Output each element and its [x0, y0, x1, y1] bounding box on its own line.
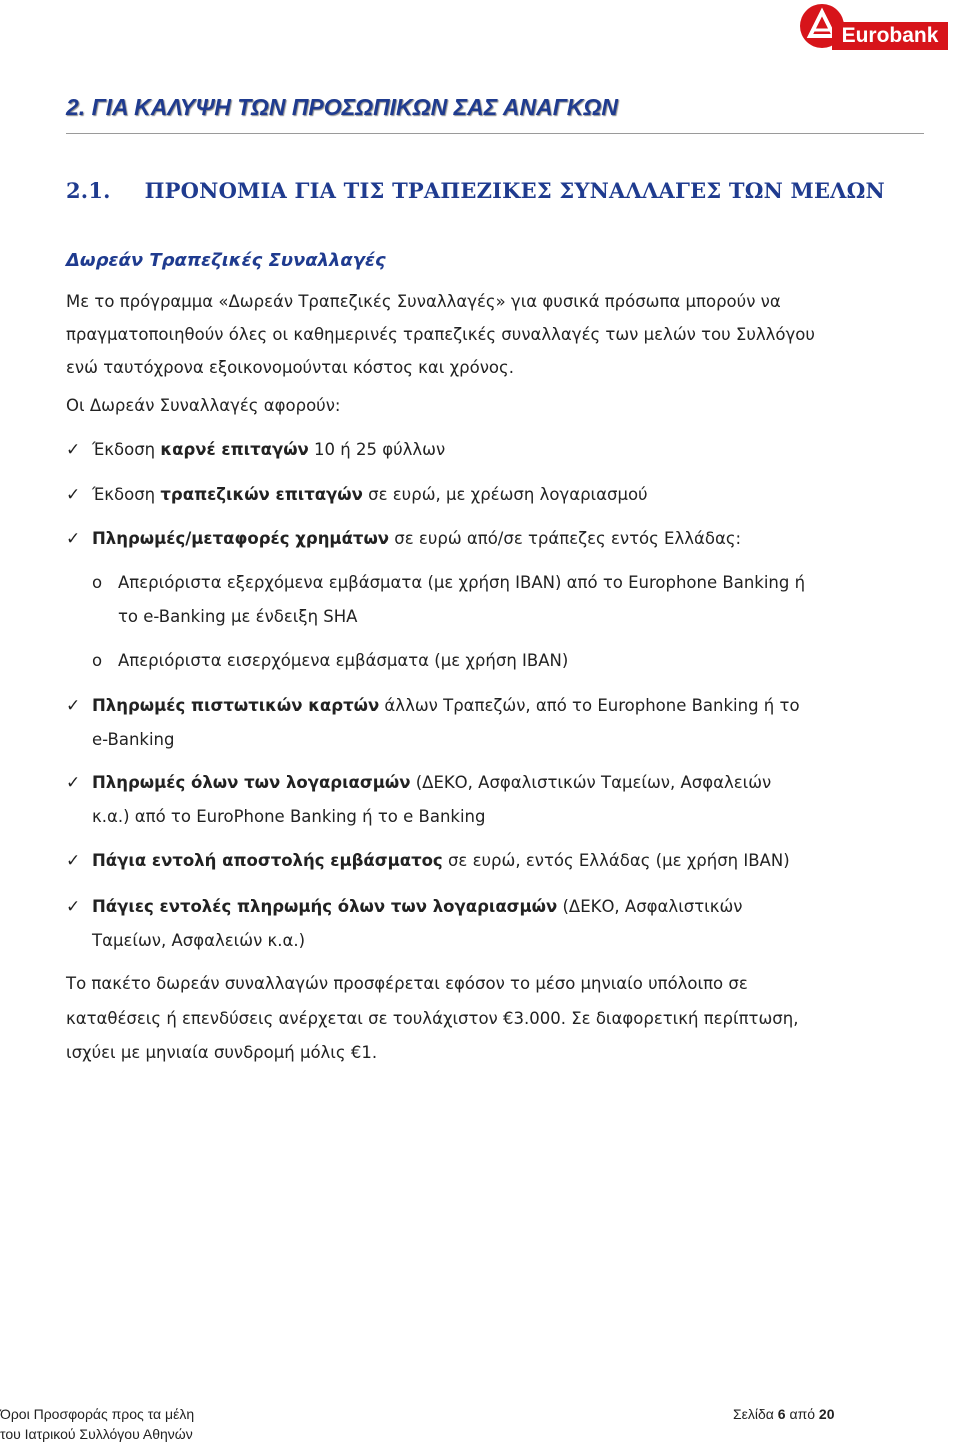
offer-title: Δωρεάν Τραπεζικές Συναλλαγές [66, 250, 386, 271]
list-intro: Οι Δωρεάν Συναλλαγές αφορούν: [66, 396, 341, 415]
current-page: 6 [777, 1406, 786, 1422]
closing-line-3: ισχύει με μηνιαία συνδρομή μόλις €1. [66, 1043, 378, 1062]
intro-line-3: ενώ ταυτόχρονα εξοικονομούνται κόστος και χρόνος. [66, 358, 514, 377]
list-item: Έκδοση τραπεζικών επιταγών σε ευρώ, με χρέωση λογαριασμού [92, 485, 648, 504]
list-item: Έκδοση καρνέ επιταγών 10 ή 25 φύλλων [92, 440, 446, 459]
sub-list-item: Απεριόριστα εισερχόμενα εμβάσματα (με χρήση IBAN) [118, 651, 569, 670]
list-item: Πάγια εντολή αποστολής εμβάσματος σε ευρώ, εντός Ελλάδας (με χρήση IBAN) [92, 851, 790, 870]
subsection-number: 2.1. [66, 178, 111, 203]
check-icon: ✓ [66, 485, 81, 505]
intro-line-1: Με το πρόγραμμα «Δωρεάν Τραπεζικές Συναλλαγές» για φυσικά πρόσωπα μπορούν να [66, 292, 781, 311]
logo-wordmark: Eurobank [832, 22, 948, 50]
footer-title [0, 1404, 300, 1444]
check-icon: ✓ [66, 440, 81, 460]
footer-line-2: του Ιατρικού Συλλόγου Αθηνών [0, 1426, 193, 1442]
intro-line-2: πραγματοποιηθούν όλες οι καθημερινές τραπεζικές συναλλαγές των μελών του Συλλόγου [66, 325, 815, 344]
eurobank-logo [800, 4, 948, 50]
closing-line-1: Το πακέτο δωρεάν συναλλαγών προσφέρεται εφόσον το μέσο μηνιαίο υπόλοιπο σε [66, 974, 748, 993]
check-icon: ✓ [66, 696, 81, 716]
page-label: Σελίδα [733, 1406, 774, 1422]
footer-line-1: Όροι Προσφοράς προς τα μέλη [0, 1406, 195, 1422]
list-item-cont: e-Banking [92, 730, 175, 749]
sub-list-item-cont: το e-Banking με ένδειξη SHA [118, 607, 358, 626]
subsection-heading [66, 178, 885, 203]
check-icon: ✓ [66, 773, 81, 793]
closing-line-2: καταθέσεις ή επενδύσεις ανέρχεται σε τουλάχιστον €3.000. Σε διαφορετική περίπτωση, [66, 1009, 799, 1028]
page-number [733, 1404, 835, 1424]
list-item: Πληρωμές όλων των λογαριασμών (ΔΕΚΟ, Ασφαλιστικών Ταμείων, Ασφαλειών [92, 773, 772, 792]
subsection-title: ΠΡΟΝΟΜΙΑ ΓΙΑ ΤΙΣ ΤΡΑΠΕΖΙΚΕΣ ΣΥΝΑΛΛΑΓΕΣ ΤΩΝ ΜΕΛΩΝ [144, 178, 885, 203]
check-icon: ✓ [66, 529, 81, 549]
total-pages: 20 [818, 1406, 835, 1422]
check-icon: ✓ [66, 851, 81, 871]
list-item-cont: Ταμείων, Ασφαλειών κ.α.) [92, 931, 306, 950]
sub-bullet-icon: o [92, 573, 103, 592]
sub-list-item: Απεριόριστα εξερχόμενα εμβάσματα (με χρήση IBAN) από το Europhone Banking ή [118, 573, 806, 592]
of-label: από [789, 1406, 816, 1422]
list-item: Πληρωμές πιστωτικών καρτών άλλων Τραπεζών, από το Europhone Banking ή το [92, 696, 800, 715]
list-item: Πληρωμές/μεταφορές χρημάτων σε ευρώ από/σε τράπεζες εντός Ελλάδας: [92, 529, 742, 548]
sub-bullet-icon: o [92, 651, 103, 670]
section-heading: 2. ΓΙΑ ΚΑΛΥΨΗ ΤΩΝ ΠΡΟΣΩΠΙΚΩΝ ΣΑΣ ΑΝΑΓΚΩΝ [66, 94, 618, 120]
list-item-cont: κ.α.) από το EuroPhone Banking ή το e Banking [92, 807, 486, 826]
check-icon: ✓ [66, 897, 81, 917]
list-item: Πάγιες εντολές πληρωμής όλων των λογαριασμών (ΔΕΚΟ, Ασφαλιστικών [92, 897, 743, 916]
heading-divider [66, 133, 924, 134]
